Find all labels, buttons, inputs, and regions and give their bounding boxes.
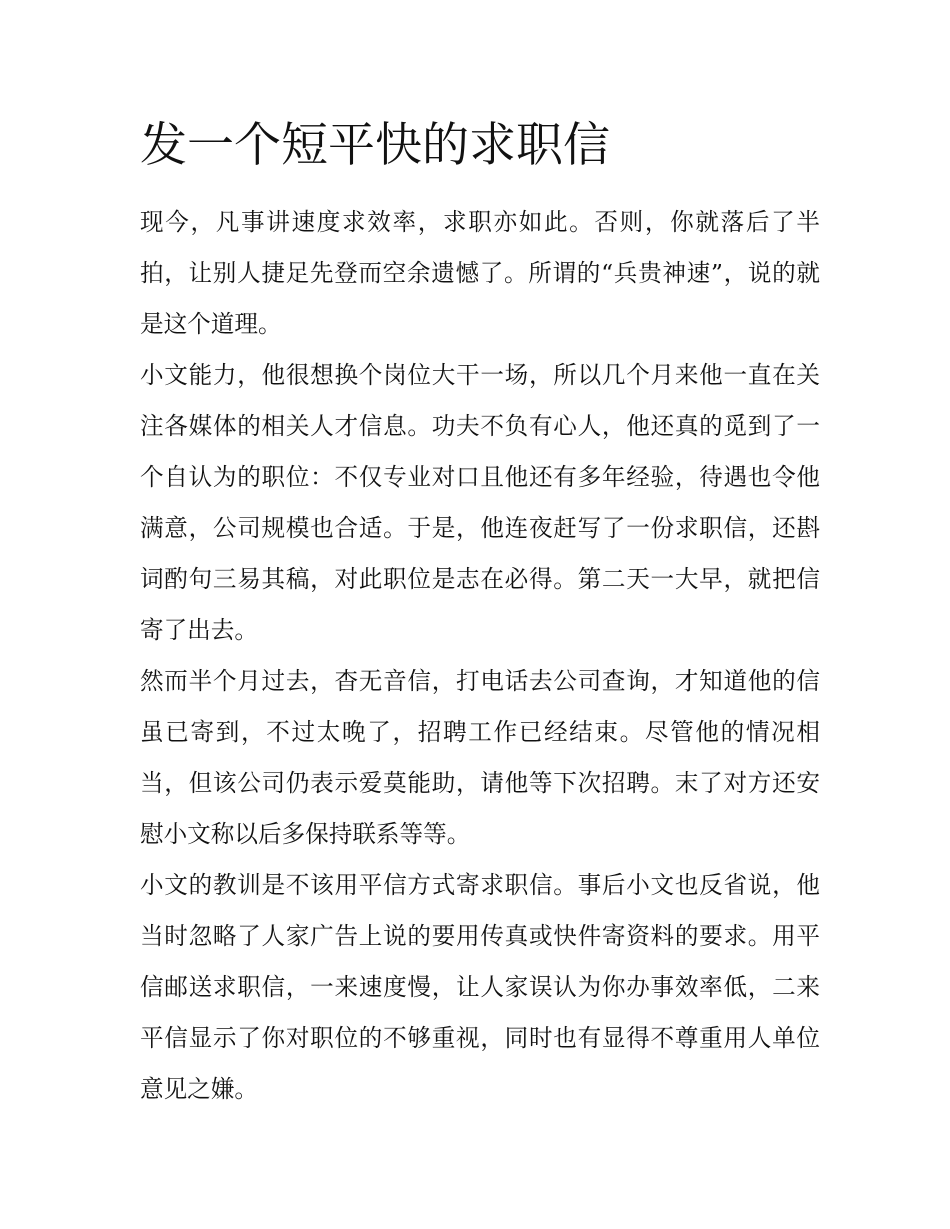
page-title: 发一个短平快的求职信 — [140, 118, 610, 173]
paragraph: 然而半个月过去，杳无音信，打电话去公司查询，才知道他的信虽已寄到，不过太晚了，招聘工作已经结束。尽管他的情况相当，但该公司仍表示爱莫能助，请他等下次招聘。末了对方还安慰小文称以后多保持联系等等。 — [140, 667, 820, 848]
article-body — [140, 197, 820, 1115]
paragraph: 小文的教训是不该用平信方式寄求职信。事后小文也反省说，他当时忽略了人家广告上说的要用传真或快件寄资料的要求。用平信邮送求职信，一来速度慢，让人家误认为你办事效率低，二来平信显示了你对职位的不够重视，同时也有显得不尊重用人单位意见之嫌。 — [140, 871, 820, 1103]
paragraph: 现今，凡事讲速度求效率，求职亦如此。否则，你就落后了半拍，让别人捷足先登而空余遗憾了。所谓的“兵贵神速”，说的就是这个道理。 — [140, 208, 820, 338]
paragraph: 小文能力，他很想换个岗位大干一场，所以几个月来他一直在关注各媒体的相关人才信息。功夫不负有心人，他还真的觅到了一个自认为的职位：不仅专业对口且他还有多年经验，待遇也令他满意，公司规模也合适。于是，他连夜赶写了一份求职信，还斟词酌句三易其稿，对此职位是志在必得。第二天一大早，就把信寄了出去。 — [140, 361, 820, 644]
